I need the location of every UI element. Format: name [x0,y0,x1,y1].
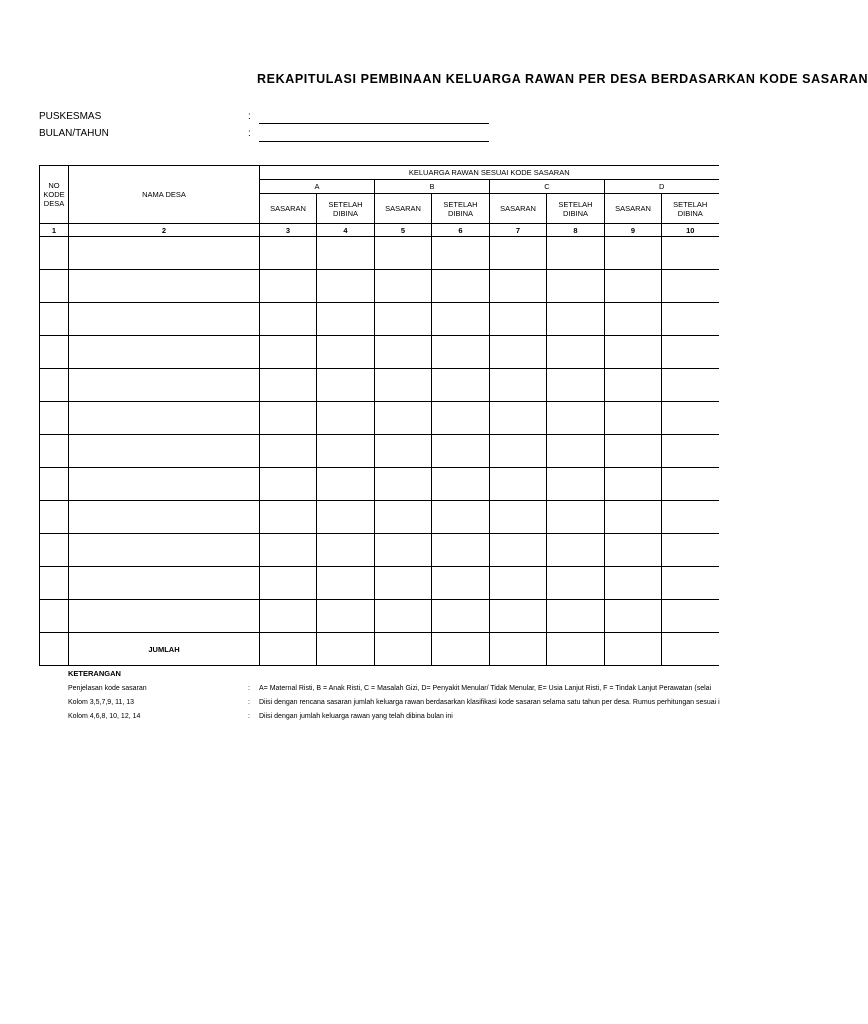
value-cell[interactable] [547,237,605,270]
column-number: 4 [317,224,375,237]
value-cell[interactable] [317,270,375,303]
no-kode-cell[interactable] [40,468,69,501]
value-cell[interactable] [547,369,605,402]
value-cell[interactable] [662,336,719,369]
value-cell[interactable] [547,303,605,336]
value-cell[interactable] [317,303,375,336]
nama-desa-cell[interactable] [69,435,260,468]
value-cell[interactable] [432,567,490,600]
bulan-tahun-label: BULAN/TAHUN [39,128,109,139]
value-cell[interactable] [375,468,432,501]
value-cell[interactable] [605,237,662,270]
value-cell[interactable] [375,501,432,534]
value-cell[interactable] [432,369,490,402]
nama-desa-cell[interactable] [69,501,260,534]
value-cell[interactable] [605,534,662,567]
no-kode-cell[interactable] [40,435,69,468]
nama-desa-cell[interactable] [69,468,260,501]
value-cell[interactable] [260,468,317,501]
header-sasaran: SASARAN [260,194,317,224]
value-cell[interactable] [375,534,432,567]
value-cell[interactable] [432,303,490,336]
table-row [40,237,719,270]
value-cell[interactable] [662,600,719,633]
value-cell[interactable] [490,237,547,270]
notes-section [0,667,768,737]
nama-desa-cell[interactable] [69,567,260,600]
value-cell[interactable] [432,534,490,567]
notes-heading: KETERANGAN [68,669,121,678]
nama-desa-cell[interactable] [69,369,260,402]
value-cell[interactable] [605,501,662,534]
total-cell[interactable] [432,633,490,666]
no-kode-cell[interactable] [40,534,69,567]
header-group-c: C [490,180,605,194]
header-no-kode-desa: NO KODE DESA [40,166,69,224]
note-value: Diisi dengan rencana sasaran jumlah keluarga rawan berdasarkan klasifikasi kode sasaran selama satu tahun per desa. Rumus perhitungan sesuai i [259,699,720,706]
header-setelah-dibina: SETELAH DIBINA [317,194,375,224]
header-group-d: D [605,180,719,194]
value-cell[interactable] [490,303,547,336]
header-setelah-dibina: SETELAH DIBINA [662,194,719,224]
bulan-tahun-colon: : [248,128,251,139]
value-cell[interactable] [375,303,432,336]
value-cell[interactable] [317,468,375,501]
value-cell[interactable] [547,501,605,534]
value-cell[interactable] [662,435,719,468]
total-cell[interactable] [547,633,605,666]
note-colon: : [248,699,250,706]
total-cell[interactable] [375,633,432,666]
value-cell[interactable] [490,270,547,303]
value-cell[interactable] [375,336,432,369]
value-cell[interactable] [260,369,317,402]
value-cell[interactable] [605,435,662,468]
value-cell[interactable] [432,402,490,435]
table-row [40,567,719,600]
value-cell[interactable] [432,468,490,501]
rekap-table [39,165,719,666]
value-cell[interactable] [662,270,719,303]
value-cell[interactable] [490,468,547,501]
value-cell[interactable] [490,501,547,534]
table-row [40,501,719,534]
header-sasaran: SASARAN [490,194,547,224]
table-row [40,402,719,435]
no-kode-cell[interactable] [40,270,69,303]
table-row [40,468,719,501]
value-cell[interactable] [547,336,605,369]
table-row [40,600,719,633]
header-sasaran: SASARAN [605,194,662,224]
column-number: 8 [547,224,605,237]
value-cell[interactable] [432,501,490,534]
total-cell[interactable] [662,633,719,666]
nama-desa-cell[interactable] [69,237,260,270]
no-kode-cell[interactable] [40,303,69,336]
value-cell[interactable] [547,270,605,303]
value-cell[interactable] [490,567,547,600]
value-cell[interactable] [432,435,490,468]
value-cell[interactable] [547,468,605,501]
column-number: 6 [432,224,490,237]
value-cell[interactable] [605,567,662,600]
nama-desa-cell[interactable] [69,270,260,303]
no-kode-cell[interactable] [40,237,69,270]
value-cell[interactable] [605,600,662,633]
value-cell[interactable] [662,303,719,336]
value-cell[interactable] [662,567,719,600]
column-number: 9 [605,224,662,237]
total-cell[interactable] [260,633,317,666]
value-cell[interactable] [490,435,547,468]
value-cell[interactable] [432,270,490,303]
note-value: Diisi dengan jumlah keluarga rawan yang telah dibina bulan ini [259,713,453,720]
value-cell[interactable] [260,402,317,435]
value-cell[interactable] [317,369,375,402]
value-cell[interactable] [375,600,432,633]
note-key: Kolom 3,5,7,9, 11, 13 [68,699,135,706]
value-cell[interactable] [375,237,432,270]
value-cell[interactable] [260,336,317,369]
nama-desa-cell[interactable] [69,303,260,336]
column-number: 2 [69,224,260,237]
value-cell[interactable] [317,534,375,567]
table-row [40,336,719,369]
nama-desa-cell[interactable] [69,600,260,633]
header-group-a: A [260,180,375,194]
column-number: 3 [260,224,317,237]
value-cell[interactable] [547,534,605,567]
nama-desa-cell[interactable] [69,402,260,435]
value-cell[interactable] [490,402,547,435]
no-kode-cell[interactable] [40,600,69,633]
value-cell[interactable] [317,435,375,468]
total-cell[interactable] [605,633,662,666]
header-setelah-dibina: SETELAH DIBINA [432,194,490,224]
note-colon: : [248,713,250,720]
value-cell[interactable] [605,369,662,402]
table-row [40,303,719,336]
value-cell[interactable] [260,303,317,336]
value-cell[interactable] [662,237,719,270]
value-cell[interactable] [547,567,605,600]
value-cell[interactable] [547,600,605,633]
puskesmas-colon: : [248,111,251,122]
no-kode-cell[interactable] [40,501,69,534]
header-nama-desa: NAMA DESA [69,166,260,224]
column-number: 5 [375,224,432,237]
value-cell[interactable] [317,501,375,534]
table-row [40,435,719,468]
table-body [40,237,719,633]
value-cell[interactable] [317,336,375,369]
value-cell[interactable] [375,369,432,402]
value-cell[interactable] [605,402,662,435]
value-cell[interactable] [490,336,547,369]
note-colon: : [248,685,250,692]
puskesmas-field-line [259,123,489,124]
table-row [40,369,719,402]
value-cell[interactable] [375,402,432,435]
value-cell[interactable] [662,468,719,501]
value-cell[interactable] [490,534,547,567]
puskesmas-label: PUSKESMAS [39,111,102,122]
value-cell[interactable] [605,270,662,303]
value-cell[interactable] [260,534,317,567]
column-number: 10 [662,224,719,237]
column-number: 7 [490,224,547,237]
header-keluarga-rawan: KELUARGA RAWAN SESUAI KODE SASARAN [260,166,719,180]
value-cell[interactable] [662,534,719,567]
nama-desa-cell[interactable] [69,534,260,567]
nama-desa-cell[interactable] [69,336,260,369]
value-cell[interactable] [662,501,719,534]
page-title: REKAPITULASI PEMBINAAN KELUARGA RAWAN PER DESA BERDASARKAN KODE SASARAN [257,72,868,86]
total-label: JUMLAH [69,633,260,666]
note-value: A= Maternal Risti, B = Anak Risti, C = Masalah Gizi, D= Penyakit Menular/ Tidak Menular, E= Usia Lanjut Risti, F = Tindak Lanjut Perawatan (selai [259,685,712,692]
value-cell[interactable] [260,237,317,270]
bulan-tahun-field-line [259,141,489,142]
header-sasaran: SASARAN [375,194,432,224]
value-cell[interactable] [260,435,317,468]
value-cell[interactable] [317,402,375,435]
value-cell[interactable] [662,402,719,435]
no-kode-cell[interactable] [40,402,69,435]
value-cell[interactable] [375,435,432,468]
no-kode-cell[interactable] [40,567,69,600]
value-cell[interactable] [317,567,375,600]
value-cell[interactable] [547,402,605,435]
value-cell[interactable] [432,336,490,369]
value-cell[interactable] [605,336,662,369]
value-cell[interactable] [375,567,432,600]
column-number: 1 [40,224,69,237]
total-cell[interactable] [317,633,375,666]
value-cell[interactable] [662,369,719,402]
value-cell[interactable] [260,270,317,303]
value-cell[interactable] [375,270,432,303]
header-group-b: B [375,180,490,194]
note-key: Penjelasan kode sasaran [68,685,147,692]
value-cell[interactable] [260,501,317,534]
value-cell[interactable] [432,237,490,270]
note-key: Kolom 4,6,8, 10, 12, 14 [68,713,141,720]
value-cell[interactable] [490,600,547,633]
no-kode-cell[interactable] [40,369,69,402]
no-kode-cell[interactable] [40,336,69,369]
total-cell[interactable] [490,633,547,666]
value-cell[interactable] [432,600,490,633]
value-cell[interactable] [317,237,375,270]
value-cell[interactable] [317,600,375,633]
value-cell[interactable] [605,468,662,501]
value-cell[interactable] [547,435,605,468]
table-row [40,270,719,303]
value-cell[interactable] [260,567,317,600]
value-cell[interactable] [260,600,317,633]
total-row-no-cell [40,633,69,666]
value-cell[interactable] [605,303,662,336]
value-cell[interactable] [490,369,547,402]
table-row [40,534,719,567]
header-setelah-dibina: SETELAH DIBINA [547,194,605,224]
